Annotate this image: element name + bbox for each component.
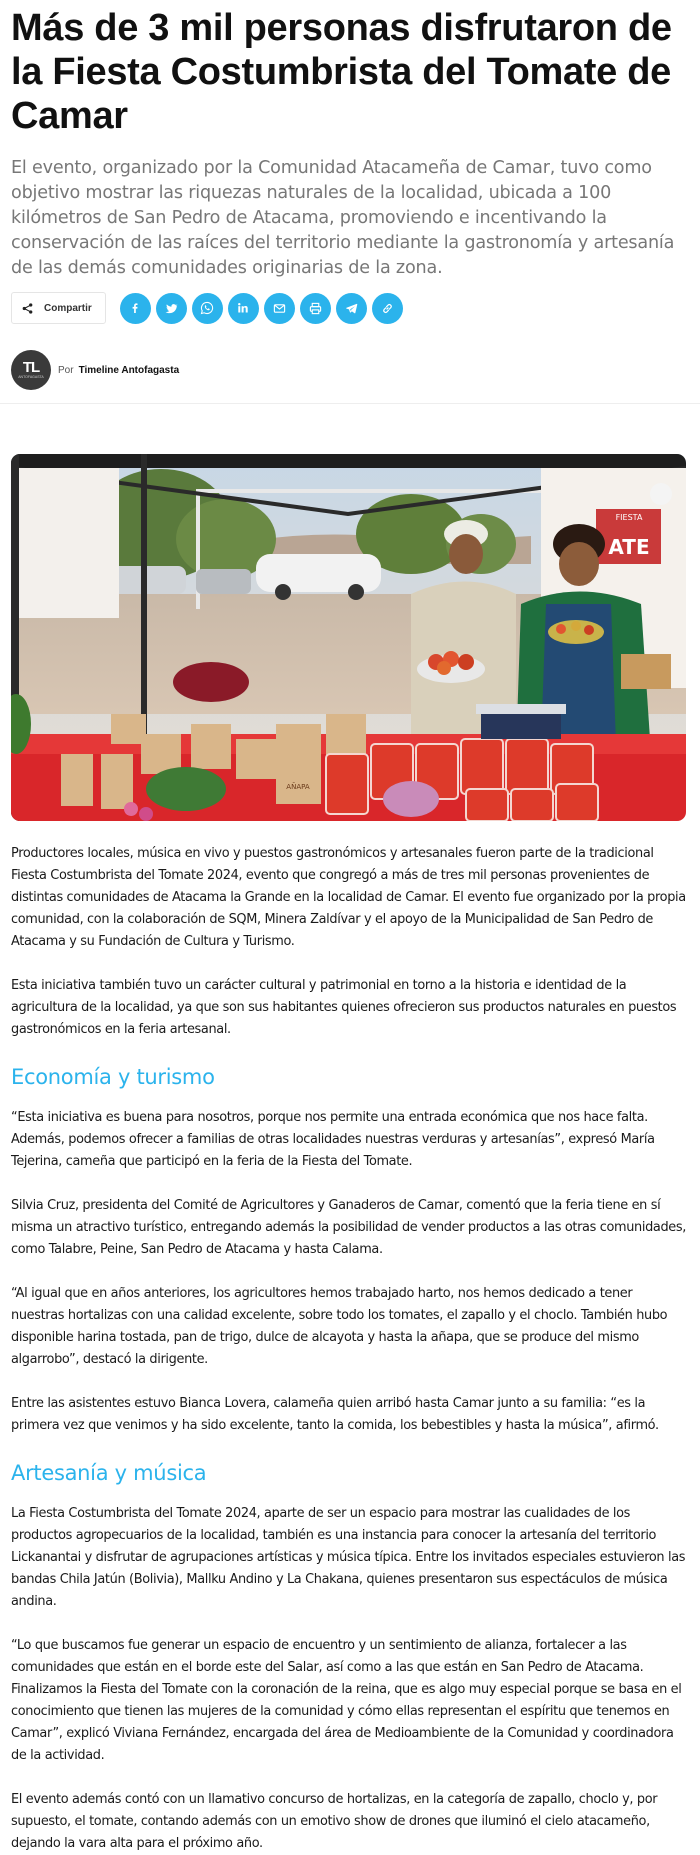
paragraph: La Fiesta Costumbrista del Tomate 2024, aparte de ser un espacio para mostrar las cualidades de los productos agropecuarios de la localidad, también es una instancia para conocer la artesanía del territorio Lickanantai y disfrutar de agrupaciones artísticas y música típica. Entre los invitados especiales estuvieron las bandas Chila Jatún (Bolivia), Mallku Andino y La Chakana, quienes presentaron sus espectáculos de música andina. [11,1506,686,1609]
byline-prefix: Por [58,364,74,376]
author-byline [11,350,689,390]
twitter-icon [165,302,178,315]
avatar-initials: TL [22,359,40,376]
print-button[interactable] [300,293,331,324]
share-button[interactable] [11,292,106,324]
paragraph: Silvia Cruz, presidenta del Comité de Agricultores y Ganaderos de Camar, comentó que la feria tiene en sí misma un atractivo turístico, entregando además la posibilidad de vender productos a las otras comunidades, como Talabre, Peine, San Pedro de Atacama y hasta Calama. [11,1198,686,1257]
email-icon [273,302,286,315]
linkedin-share-button[interactable] [228,293,259,324]
author-name-link[interactable]: Timeline Antofagasta [78,364,180,376]
section-heading: Economía y turismo [11,1065,215,1089]
banner-text-a: FIESTA [615,513,643,522]
paragraph: Esta iniciativa también tuvo un carácter cultural y patrimonial en torno a la historia e identidad de la agricultura de la localidad, ya que son sus habitantes quienes ofrecieron sus productos naturales en puestos gastronómicos en la feria artesanal. [11,978,677,1037]
article-photo [11,454,686,821]
facebook-icon [129,302,141,314]
paragraph: Entre las asistentes estuvo Bianca Lovera, calameña quien arribó hasta Camar junto a su familia: “es la primera vez que venimos y ha sido excelente, tanto la comida, los bebestibles y hasta la música”, afirmó. [11,1396,659,1433]
telegram-share-button[interactable] [336,293,367,324]
email-share-button[interactable] [264,293,295,324]
share-bar [11,291,689,325]
bag-label: AÑAPA [286,783,310,791]
paragraph: El evento además contó con un llamativo concurso de hortalizas, en la categoría de zapallo, choclo y, por supuesto, el tomate, contando además con un emotivo show de drones que iluminó el cielo atacameño, dejando la vara alta para el próximo año. [11,1792,658,1851]
article-title: Más de 3 mil personas disfrutaron de la Fiesta Costumbrista del Tomate de Camar [11,7,672,137]
share-label: Compartir [44,302,92,314]
social-buttons [120,293,408,324]
section-heading: Artesanía y música [11,1461,207,1485]
linkedin-icon [237,302,249,314]
paragraph: Productores locales, música en vivo y puestos gastronómicos y artesanales fueron parte de la tradicional Fiesta Costumbrista del Tomate 2024, evento que congregó a más de tres mil personas provenientes de distintas comunidades de Atacama la Grande en la localidad de Camar. El evento fue organizado por la propia comunidad, con la colaboración de SQM, Minera Zaldívar y el apoyo de la Municipalidad de San Pedro de Atacama y su Fundación de Cultura y Turismo. [11,846,686,949]
paragraph: “Al igual que en años anteriores, los agricultores hemos trabajado harto, nos hemos dedicado a tener nuestras hortalizas con una calidad excelente, sobre todo los tomates, el zapallo y el choclo. También hubo disponible harina tostada, pan de trigo, dulce de alcayota y hasta la añapa, que se produce del mismo algarrobo”, destacó la dirigente. [11,1286,668,1367]
link-icon [381,302,394,315]
print-icon [309,302,322,315]
copy-link-button[interactable] [372,293,403,324]
divider [0,403,700,404]
share-icon [22,303,33,314]
whatsapp-icon [200,301,214,315]
paragraph: “Lo que buscamos fue generar un espacio de encuentro y un sentimiento de alianza, fortalecer a las comunidades que están en el borde este del Salar, así como a las que están en San Pedro de Atacama. Finalizamos la Fiesta del Tomate con la coronación de la reina, que es algo muy especial porque se basa en el conocimiento que tienen las mujeres de la comunidad y cómo ellas representan el espíritu que tenemos en Camar”, explicó Viviana Fernández, encargada del área de Medioambiente de la Comunidad y coordinadora de la actividad. [11,1638,682,1763]
whatsapp-share-button[interactable] [192,293,223,324]
telegram-icon [345,302,358,315]
facebook-share-button[interactable] [120,293,151,324]
twitter-share-button[interactable] [156,293,187,324]
paragraph: “Esta iniciativa es buena para nosotros, porque nos permite una entrada económica que nos hace falta. Además, podemos ofrecer a familias de otras localidades nuestras verduras y artesanías”, expresó María Tejerina, cameña que participó en la feria de la Fiesta del Tomate. [11,1110,655,1169]
avatar-sub: ANTOFAGASTA [18,375,44,379]
avatar[interactable] [11,350,51,390]
banner-text-b: ATE [608,535,650,559]
article-lead: El evento, organizado por la Comunidad Atacameña de Camar, tuvo como objetivo mostrar las riquezas naturales de la localidad, ubicada a 100 kilómetros de San Pedro de Atacama, promoviendo e incentivando la conservación de las raíces del territorio mediante la gastronomía y artesanía de las demás comunidades originarias de la zona. [11,158,675,278]
market-stall-image [11,454,686,821]
